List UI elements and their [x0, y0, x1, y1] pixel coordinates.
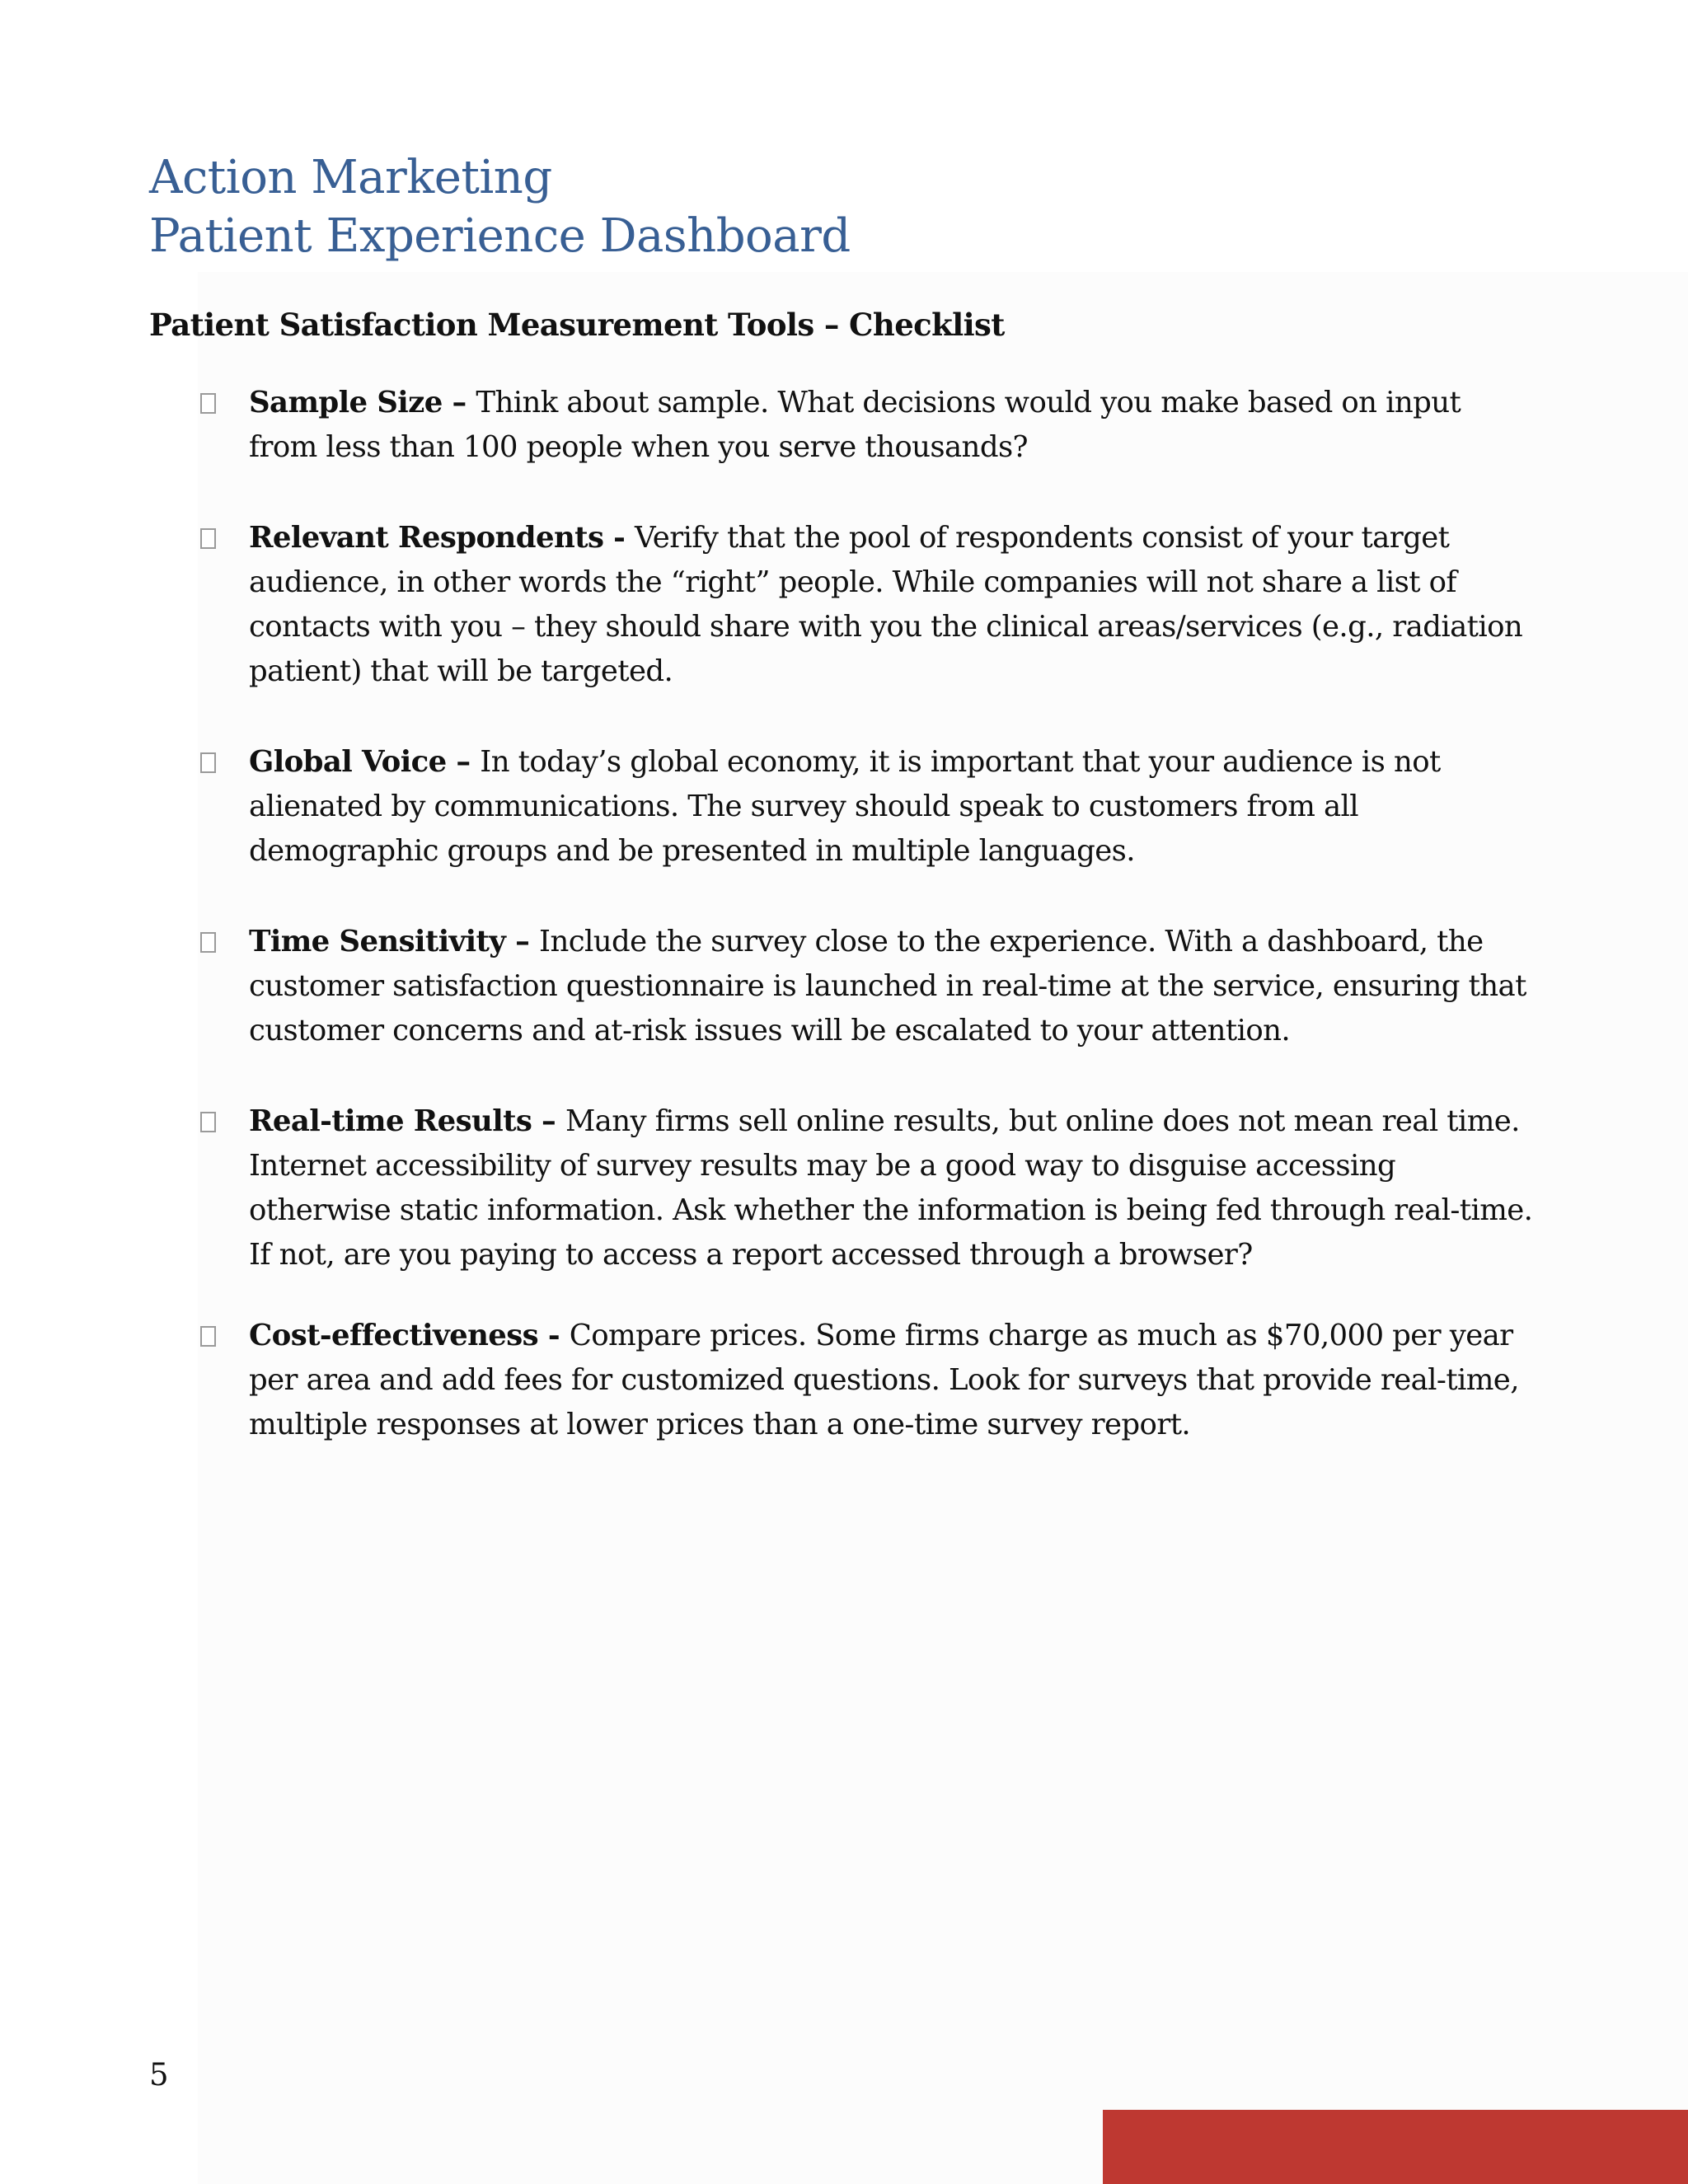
item-text: In today’s global economy, it is important that your audience is not alienated by communications. The survey should speak to customers from all demographic groups and be presented in multiple languages.: [249, 745, 1441, 868]
item-text: Verify that the pool of respondents consist of your target audience, in other words the “right” people. While companies will not share a list of contacts with you – they should share with you the clinical areas/services (e.g., radiation patient) that will be targeted.: [249, 521, 1523, 688]
checklist-item-cost-effectiveness: [198, 1314, 1533, 1447]
checkbox-icon[interactable]: [200, 1112, 216, 1132]
title-line-2: Patient Experience Dashboard: [149, 209, 851, 263]
checkbox-icon[interactable]: [200, 528, 216, 549]
item-text: Many firms sell online results, but online does not mean real time. Internet accessibility of survey results may be a good way to disguise accessing otherwise static information. Ask whether the information is being fed through real-time. If not, are you paying to access a report accessed through a browser?: [249, 1104, 1533, 1272]
checklist: [198, 381, 1533, 1493]
item-title: Sample Size –: [249, 386, 476, 419]
document-title: [149, 148, 851, 265]
checkbox-icon[interactable]: [200, 393, 216, 414]
item-title: Real-time Results –: [249, 1104, 565, 1138]
checklist-item-time-sensitivity: [198, 920, 1533, 1053]
checklist-item-relevant-respondents: [198, 516, 1533, 694]
item-text: Include the survey close to the experience. With a dashboard, the customer satisfaction questionnaire is launched in real-time at the service, ensuring that customer concerns and at-risk issues will be escalated to your attention.: [249, 925, 1526, 1047]
checkbox-icon[interactable]: [200, 752, 216, 773]
title-line-1: Action Marketing: [149, 151, 552, 204]
item-title: Relevant Respondents -: [249, 521, 635, 555]
checklist-item-global-voice: [198, 740, 1533, 874]
footer-accent-bar: [1103, 2110, 1688, 2184]
item-title: Time Sensitivity –: [249, 925, 540, 958]
item-text: Compare prices. Some firms charge as much as $70,000 per year per area and add fees for customized questions. Look for surveys that provide real-time, multiple responses at lower prices than a one-time survey report.: [249, 1319, 1519, 1441]
page-number: 5: [149, 2057, 169, 2093]
item-title: Cost-effectiveness -: [249, 1319, 570, 1352]
checkbox-icon[interactable]: [200, 1326, 216, 1347]
section-title: Patient Satisfaction Measurement Tools – Checklist: [149, 307, 1005, 343]
item-text: Think about sample. What decisions would you make based on input from less than 100 people when you serve thousands?: [249, 386, 1461, 464]
checklist-item-real-time-results: [198, 1099, 1533, 1277]
checkbox-icon[interactable]: [200, 932, 216, 953]
item-title: Global Voice –: [249, 745, 481, 779]
checklist-item-sample-size: [198, 381, 1533, 470]
